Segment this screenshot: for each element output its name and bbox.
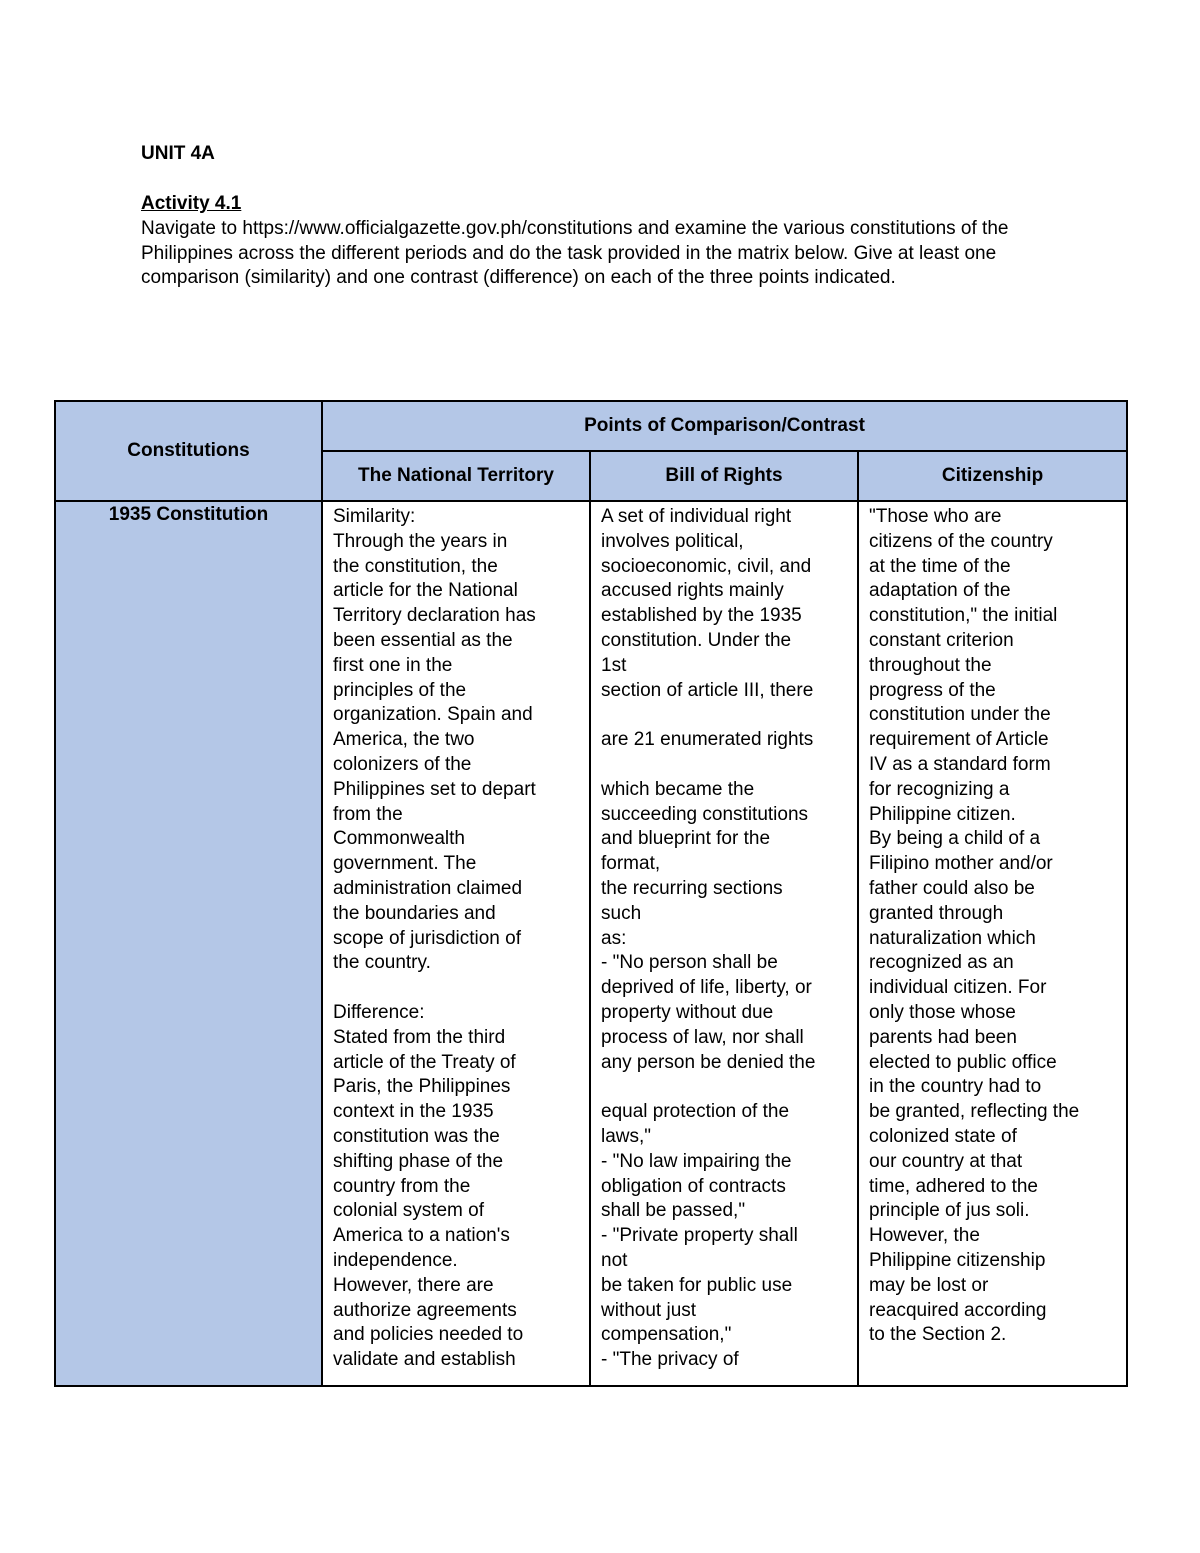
activity-block [141, 192, 1071, 291]
header-points-of-comparison: Points of Comparison/Contrast [322, 401, 1127, 451]
activity-title: Activity 4.1 [141, 193, 242, 214]
header-national-territory: The National Territory [322, 451, 590, 501]
comparison-table [54, 400, 1128, 1387]
header-constitutions: Constitutions [55, 401, 322, 501]
activity-description: Navigate to https://www.officialgazette.gov.ph/constitutions and examine the various constitutions of the Philippines across the different periods and do the task provided in the matrix below. Give at least one comparison (similarity) and one contrast (difference) on each of the three points indicated. [141, 217, 1009, 289]
table-row [55, 501, 1127, 1386]
row-label-1935: 1935 Constitution [55, 501, 322, 1386]
cell-citizenship: "Those who are citizens of the country at the time of the adaptation of the constitution," the initial constant criterion throughout the progress of the constitution under the requirement of Article IV as a standard form for recognizing a Philippine citizen. By being a child of a Filipino mother and/or father could also be granted through naturalization which recognized as an individual citizen. For only those whose parents had been elected to public office in the country had to be granted, reflecting the colonized state of our country at that time, adhered to the principle of jus soli. However, the Philippine citizenship may be lost or reacquired according to the Section 2. [858, 501, 1127, 1386]
header-bill-of-rights: Bill of Rights [590, 451, 858, 501]
cell-bill-of-rights: A set of individual right involves political, socioeconomic, civil, and accused rights mainly established by the 1935 constitution. Under the 1st section of article III, there are 21 enumerated rights which became the succeeding constitutions and blueprint for the format, the recurring sections such as: - "No person shall be deprived of life, liberty, or property without due process of law, nor shall any person be denied the equal protection of the laws," - "No law impairing the obligation of contracts shall be passed," - "Private property shall not be taken for public use without just compensation," - "The privacy of [590, 501, 858, 1386]
comparison-matrix [54, 400, 1128, 1387]
cell-national-territory: Similarity: Through the years in the constitution, the article for the National Territory declaration has been essential as the first one in the principles of the organization. Spain and America, the two colonizers of the Philippines set to depart from the Commonwealth government. The administration claimed the boundaries and scope of jurisdiction of the country. Difference: Stated from the third article of the Treaty of Paris, the Philippines context in the 1935 constitution was the shifting phase of the country from the colonial system of America to a nation's independence. However, there are authorize agreements and policies needed to validate and establish [322, 501, 590, 1386]
header-citizenship: Citizenship [858, 451, 1127, 501]
unit-title: UNIT 4A [141, 143, 215, 164]
